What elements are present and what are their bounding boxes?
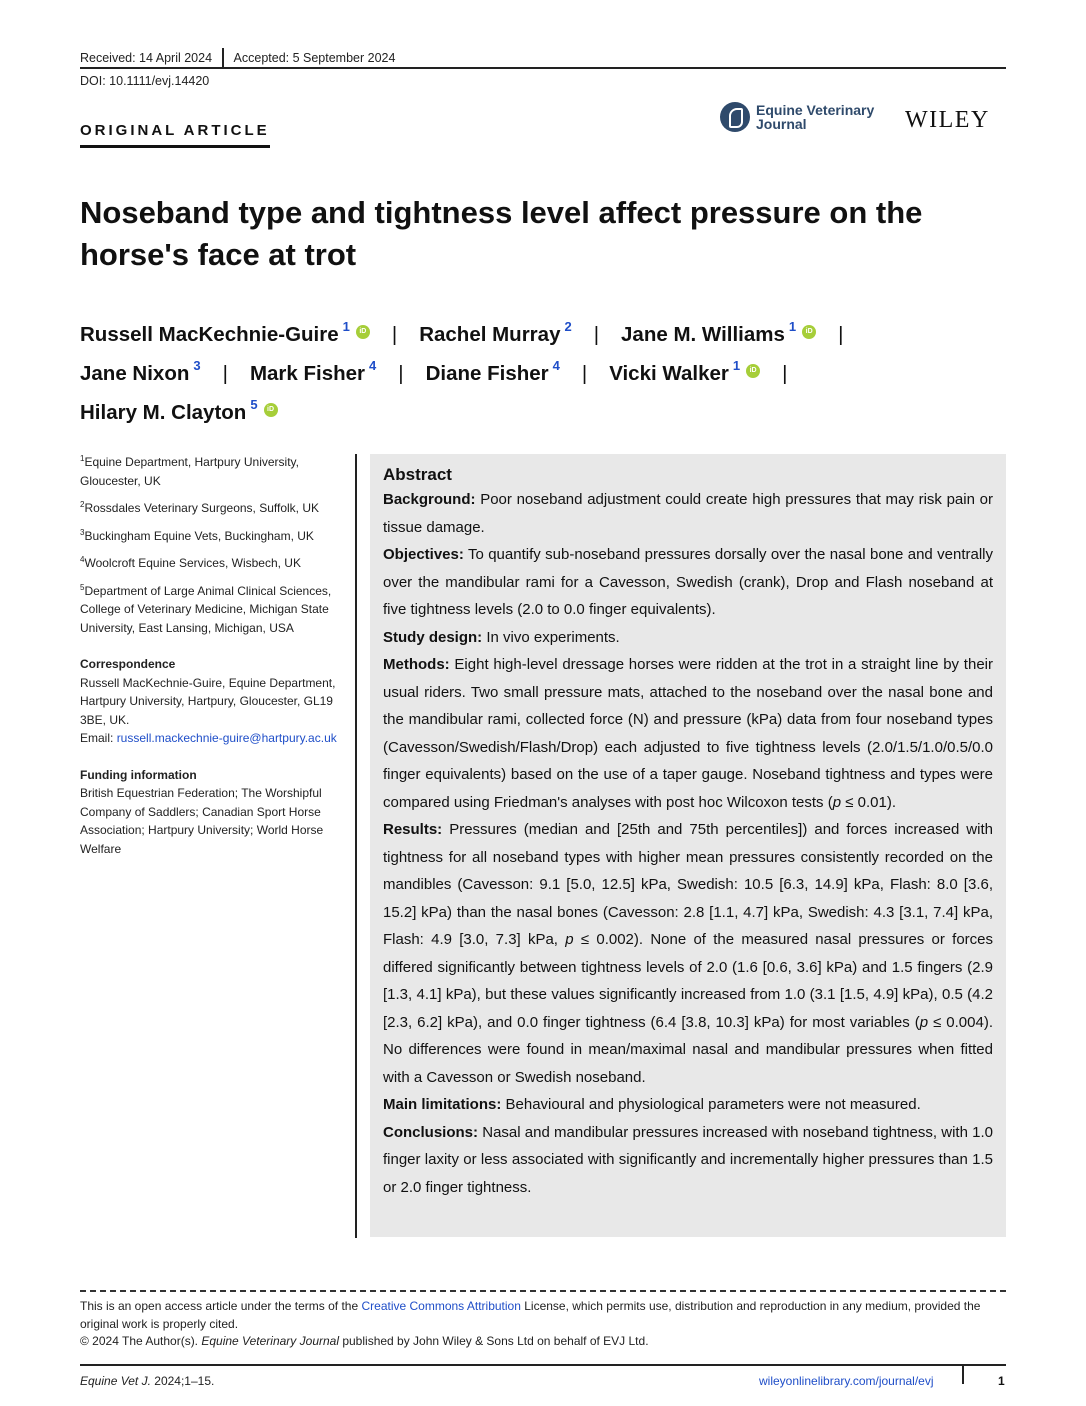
section-text: Eight high-level dressage horses were ridden at the trot in a straight line by their usual riders. Two small pressure mats, attached to the noseband over the nasal bone and the mandibular rami, collected force (N) and pressure (kPa) data from four noseband types (Cavesson/Swedish/Flash/Drop) each adjusted to five tightness levels (2.0/1.5/1.0/0.5/0.0 finger equivalents) based on the use of a taper gauge. Noseband tightness and types were compared using Friedman's analyses with post hoc Wilcoxon tests ( [383, 656, 993, 811]
page-divider [962, 1366, 964, 1384]
author-name[interactable]: Jane Nixon [80, 361, 190, 385]
affiliation [80, 551, 344, 573]
journal-name-line1: Equine Veterinary [756, 102, 875, 118]
author-separator: | [593, 322, 600, 346]
abstract-heading: Abstract [383, 465, 452, 484]
license-text [80, 1298, 1006, 1333]
journal-citation [80, 1374, 214, 1388]
title-line-2: horse's face at trot [80, 237, 357, 272]
section-label: Objectives: [383, 546, 464, 563]
section-text: ≤ 0.002). None of the measured nasal pressures or forces differed significantly between tightness levels of 2.0 (1.6 [0.6, 3.6] kPa) and 1.5 fingers (2.9 [1.3, 4.1] kPa), but these values significantly increased from 1.0 (3.1 [1.5, 4.9] kPa), 0.5 (4.2 [2.3, 6.2] kPa), and 0.0 finger tightness (6.4 [3.8, 10.3] kPa) for most variables ( [383, 931, 993, 1031]
abstract-study-design [383, 624, 993, 652]
author-separator: | [782, 361, 788, 385]
side-column [80, 450, 344, 864]
section-text: To quantify sub-noseband pressures dorsally over the nasal bone and ventrally over the mandibular rami for a Cavesson, Swedish (crank), Drop and Flash noseband at five tightness levels (2.0 to 0.0 finger equivalents). [383, 546, 993, 618]
journal-name [756, 103, 874, 131]
affiliation [80, 579, 344, 638]
abstract-background [383, 486, 993, 541]
section-text: ≤ 0.004). No differences were found in mean/maximal nasal and mandibular pressures when fitted with a Cavesson or Swedish noseband. [383, 1013, 993, 1086]
p-symbol: p [832, 793, 842, 811]
affiliation [80, 524, 344, 546]
cc-license-link[interactable]: Creative Commons Attribution [361, 1299, 521, 1313]
email-link[interactable]: russell.mackechnie-guire@hartpury.ac.uk [116, 731, 337, 745]
citation-volume: 2024;1–15. [150, 1374, 215, 1388]
article-title [80, 192, 980, 276]
p-symbol: p [919, 1013, 929, 1031]
correspondence-address: Russell MacKechnie-Guire, Equine Department, Hartpury University, Hartpury, Gloucester, GL19 3BE, UK. [80, 675, 336, 727]
author-line-2 [80, 351, 980, 390]
abstract-results [383, 816, 993, 1091]
accepted-date: Accepted: 5 September 2024 [233, 51, 396, 65]
section-text: Nasal and mandibular pressures increased with noseband tightness, with 1.0 finger laxity or less associated with significantly and incrementally higher pressures than 1.5 or 2.0 finger tightness. [383, 1123, 993, 1196]
journal-name-line2: Journal [756, 116, 807, 132]
title-line-1: Noseband type and tightness level affect pressure on the [80, 195, 923, 230]
author-name[interactable]: Rachel Murray [419, 322, 561, 346]
abstract-objectives [383, 541, 993, 624]
license-notice [80, 1298, 1006, 1351]
correspondence-text [80, 674, 344, 748]
section-label: Background: [383, 491, 476, 508]
journal-url-link[interactable]: wileyonlinelibrary.com/journal/evj [759, 1374, 934, 1388]
section-label: Conclusions: [383, 1123, 479, 1141]
abstract-conclusions [383, 1119, 993, 1202]
copyright-part: published by John Wiley & Sons Ltd on behalf of EVJ Ltd. [339, 1334, 649, 1348]
affiliation-marker[interactable]: 1 [788, 319, 797, 334]
copyright-part: © 2024 The Author(s). [80, 1334, 202, 1348]
column-divider [355, 454, 357, 1238]
received-date: Received: 14 April 2024 [80, 51, 213, 65]
correspondence-heading: Correspondence [80, 657, 176, 671]
abstract-box [370, 454, 1006, 1237]
affiliation-number: 4 [80, 555, 85, 564]
date-divider [222, 48, 224, 68]
affiliation-text: Woolcroft Equine Services, Wisbech, UK [84, 556, 301, 570]
affiliation [80, 450, 344, 490]
author-separator: | [581, 361, 588, 385]
author-line-1 [80, 312, 980, 351]
license-text-part: License, which permits use, distribution and reproduction in any medium, provided the original work is properly cited. [80, 1299, 981, 1331]
abstract-methods [383, 651, 993, 816]
header-rule [80, 67, 1006, 69]
affiliation-text: Rossdales Veterinary Surgeons, Suffolk, UK [84, 501, 320, 515]
license-text-part: This is an open access article under the terms of the [80, 1299, 362, 1313]
journal-logo [720, 102, 874, 132]
affiliation-marker[interactable]: 3 [193, 357, 201, 373]
footnote-divider [80, 1290, 1006, 1292]
section-text: Pressures (median and [25th and 75th percentiles]) and forces increased with tightness for all noseband types with higher mean pressures consistently recorded on the mandibles (Cavesson: 9.1 [5.0, 12.5] kPa, Swedish: 10.5 [6.3, 14.9] kPa, Flash: 8.0 [3.6, 15.2] kPa) than the nasal bones (Cavesson: 2.8 [1.1, 4.7] kPa, Swedish: 4.3 [3.1, 7.4] kPa, Flash: 4.9 [3.0, 7.3] kPa, [383, 821, 993, 948]
affiliation-marker[interactable]: 1 [342, 319, 350, 334]
affiliation-number: 3 [80, 527, 85, 537]
author-name[interactable]: Vicki Walker [609, 361, 729, 385]
affiliation-text: Equine Department, Hartpury University, Gloucester, UK [80, 455, 299, 488]
page-number: 1 [998, 1374, 1005, 1388]
author-name[interactable]: Hilary M. Clayton [80, 400, 247, 424]
affiliation-number: 2 [80, 500, 85, 509]
author-name[interactable]: Mark Fisher [249, 361, 366, 385]
section-label: Methods: [383, 656, 450, 673]
affiliation [80, 496, 344, 518]
affiliation-text: Buckingham Equine Vets, Buckingham, UK [84, 528, 314, 543]
affiliation-marker[interactable]: 4 [552, 357, 560, 373]
affiliation-number: 1 [80, 454, 85, 463]
publisher-logo: WILEY [905, 107, 990, 133]
author-name[interactable]: Jane M. Williams [621, 322, 785, 346]
author-name[interactable]: Diane Fisher [425, 361, 549, 385]
author-name[interactable]: Russell MacKechnie-Guire [80, 322, 339, 346]
email-label: Email: [80, 731, 117, 745]
author-line-3 [80, 390, 980, 429]
funding-heading: Funding information [80, 767, 197, 782]
author-list [80, 312, 980, 428]
affiliation-marker[interactable]: 5 [250, 396, 258, 412]
affiliation-text: Department of Large Animal Clinical Sciences, College of Veterinary Medicine, Michigan State University, East Lansing, Michigan, USA [80, 583, 332, 635]
p-symbol: p [565, 931, 574, 948]
section-label: Results: [383, 821, 443, 838]
author-separator: | [398, 361, 404, 385]
section-text: Behavioural and physiological parameters were not measured. [501, 1096, 921, 1113]
section-text: Poor noseband adjustment could create high pressures that may risk pain or tissue damage. [383, 491, 993, 536]
funding-text: British Equestrian Federation; The Worshipful Company of Saddlers; Canadian Sport Horse Association; Hartpury University; World Horse Welfare [80, 786, 324, 856]
footer-rule [80, 1364, 1006, 1366]
affiliation-marker[interactable]: 4 [369, 357, 377, 373]
horse-head-icon [720, 102, 750, 132]
copyright-journal: Equine Veterinary Journal [201, 1334, 339, 1348]
affiliation-marker[interactable]: 1 [732, 357, 741, 373]
section-label: Main limitations: [383, 1096, 502, 1113]
section-label: Study design: [383, 628, 483, 646]
author-separator: | [391, 322, 398, 346]
affiliation-marker[interactable]: 2 [564, 319, 572, 334]
orcid-icon[interactable]: iD [356, 325, 370, 339]
article-dates [80, 48, 395, 68]
affiliation-number: 5 [80, 582, 85, 592]
article-type-label: ORIGINAL ARTICLE [80, 122, 270, 148]
author-separator: | [838, 322, 844, 346]
abstract-limitations [383, 1091, 993, 1119]
copyright-text [80, 1333, 1006, 1351]
doi: DOI: 10.1111/evj.14420 [80, 74, 210, 88]
author-separator: | [222, 361, 228, 385]
journal-abbrev: Equine Vet J. [80, 1374, 151, 1388]
orcid-icon[interactable]: iD [264, 403, 278, 417]
orcid-icon[interactable]: iD [746, 364, 760, 378]
section-text: ≤ 0.01). [841, 793, 897, 811]
section-text: In vivo experiments. [482, 628, 620, 646]
orcid-icon[interactable]: iD [802, 325, 816, 339]
